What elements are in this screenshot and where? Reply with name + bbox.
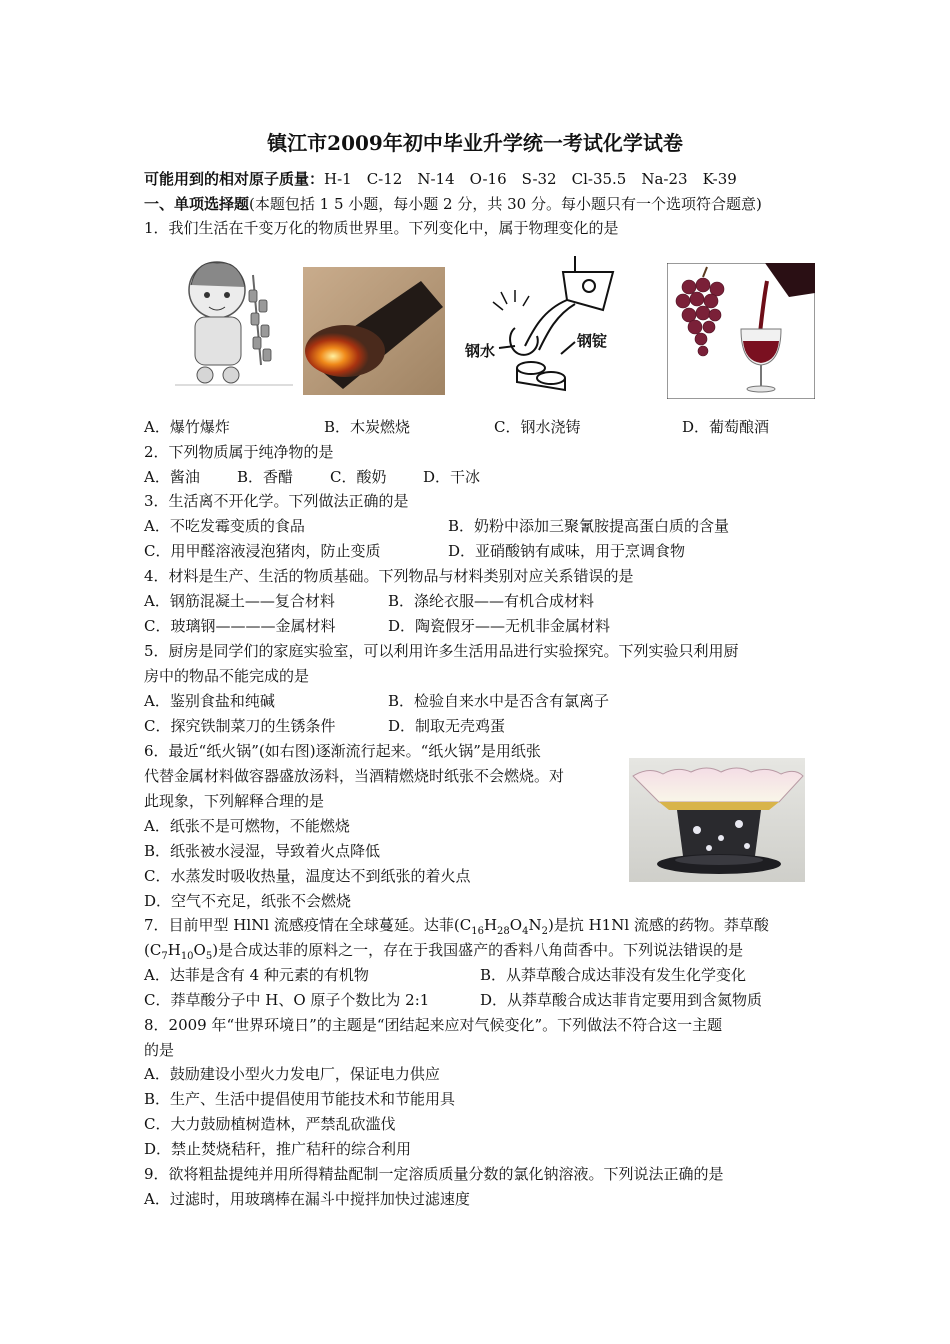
q1-option-d: D．葡萄酿酒 <box>682 418 770 436</box>
q7-text: H <box>483 916 498 934</box>
q6-option-a: A．纸张不是可燃物，不能燃烧 <box>144 817 350 835</box>
q7-text: )是合成达菲的原料之一，存在于我国盛产的香料八角茴香中。下列说法错误的是 <box>212 941 744 959</box>
q4-options-ab <box>144 590 594 612</box>
q1-stem: 1．我们生活在千变万化的物质世界里。下列变化中，属于物理变化的是 <box>144 219 619 237</box>
q7-option-a: A．达菲是含有 4 种元素的有机物 <box>144 966 369 984</box>
q6-option-c: C．水蒸发时吸收热量，温度达不到纸张的着火点 <box>144 867 471 885</box>
q5-options-ab <box>144 690 609 712</box>
q7-text: N <box>528 916 542 934</box>
q8-stem-line2: 的是 <box>144 1041 175 1059</box>
q5-options-cd <box>144 715 505 737</box>
q2-option-c: C．酸奶 <box>330 468 387 486</box>
q7-stem-line1 <box>144 914 769 936</box>
q8-option-a: A．鼓励建设小型火力发电厂，保证电力供应 <box>144 1065 440 1083</box>
q4-options-cd <box>144 615 610 637</box>
q5-stem-line1: 5．厨房是同学们的家庭实验室，可以利用许多生活用品进行实验探究。下列实验只利用厨 <box>144 642 739 660</box>
steel-ingot-label: 钢锭 <box>577 332 608 350</box>
q7-sub: 10 <box>180 951 194 962</box>
firecracker-figure <box>157 255 302 400</box>
q3-option-c: C．用甲醛溶液浸泡猪肉，防止变质 <box>144 542 381 560</box>
q7-text: O <box>509 916 523 934</box>
atomic-mass-line <box>144 168 737 190</box>
q5-option-b: B．检验自来水中是否含有氯离子 <box>388 692 610 710</box>
q5-option-c: C．探究铁制菜刀的生锈条件 <box>144 717 336 735</box>
atomic-mass-label: 可能用到的相对原子质量： <box>144 170 325 188</box>
q7-sub: 16 <box>471 926 484 937</box>
q7-sub: 28 <box>497 926 510 937</box>
section-label: 一、单项选择题 <box>144 195 250 213</box>
q7-text: (C <box>144 941 162 959</box>
q5-option-d: D．制取无壳鸡蛋 <box>388 717 506 735</box>
q6-option-d: D．空气不充足，纸张不会燃烧 <box>144 892 352 910</box>
q7-text: O <box>193 941 206 959</box>
q6-stem-line3: 此现象，下列解释合理的是 <box>144 792 325 810</box>
q6-option-b: B．纸张被水浸湿，导致着火点降低 <box>144 842 381 860</box>
section-heading <box>144 193 762 215</box>
q2-option-d: D．干冰 <box>423 468 481 486</box>
q7-text: )是抗 H1Nl 流感的药物。莽草酸 <box>547 916 769 934</box>
q8-stem-line1: 8．2009 年“世界环境日”的主题是“团结起来应对气候变化”。下列做法不符合这一主题 <box>144 1016 723 1034</box>
q3-options-cd <box>144 540 685 562</box>
q1-option-b: B．木炭燃烧 <box>324 418 411 436</box>
page-title: 镇江市2009年初中毕业升学统一考试化学试卷 <box>267 131 683 155</box>
q6-stem-line2: 代替金属材料做容器盛放汤料，当酒精燃烧时纸张不会燃烧。对 <box>144 767 565 785</box>
q7-sub: 7 <box>161 951 168 962</box>
q2-option-b: B．香醋 <box>237 468 294 486</box>
paper-hotpot-figure <box>629 758 805 882</box>
q7-text: H <box>167 941 181 959</box>
q4-option-a: A．钢筋混凝土——复合材料 <box>144 592 335 610</box>
q2-option-a: A．酱油 <box>144 468 200 486</box>
q2-options <box>144 466 480 488</box>
q7-option-d: D．从莽草酸合成达菲肯定要用到含氮物质 <box>480 991 763 1009</box>
q9-option-a: A．过滤时，用玻璃棒在漏斗中搅拌加快过滤速度 <box>144 1190 470 1208</box>
q8-option-c: C．大力鼓励植树造林，严禁乱砍滥伐 <box>144 1115 396 1133</box>
q7-options-ab <box>144 964 746 986</box>
q1-option-a: A．爆竹爆炸 <box>144 418 230 436</box>
q8-option-b: B．生产、生活中提倡使用节能技术和节能用具 <box>144 1090 456 1108</box>
q3-options-ab <box>144 515 729 537</box>
q1-options <box>144 416 769 438</box>
charcoal-figure <box>303 267 445 395</box>
q7-sub: 5 <box>205 951 213 962</box>
q7-option-b: B．从莽草酸合成达菲没有发生化学变化 <box>480 966 747 984</box>
section-desc: (本题包括 1 5 小题，每小题 2 分，共 30 分。每小题只有一个选项符合题意) <box>249 195 762 213</box>
q8-option-d: D．禁止焚烧秸秆，推广秸秆的综合利用 <box>144 1140 412 1158</box>
atomic-mass-values: H-1 C-12 N-14 O-16 S-32 Cl-35.5 Na-23 K-39 <box>324 170 737 188</box>
q7-option-c: C．莽草酸分子中 H、O 原子个数比为 2:1 <box>144 991 430 1009</box>
q5-option-a: A．鉴别食盐和纯碱 <box>144 692 275 710</box>
q4-option-d: D．陶瓷假牙——无机非金属材料 <box>388 617 611 635</box>
q1-option-c: C．钢水浇铸 <box>494 418 581 436</box>
q7-text: 7．目前甲型 HlNl 流感疫情在全球蔓延。达菲(C <box>144 916 472 934</box>
q3-stem: 3．生活离不开化学。下列做法正确的是 <box>144 492 409 510</box>
q4-stem: 4．材料是生产、生活的物质基础。下列物品与材料类别对应关系错误的是 <box>144 567 634 585</box>
q3-option-d: D．亚硝酸钠有咸味，用于烹调食物 <box>448 542 686 560</box>
q4-option-c: C．玻璃钢————金属材料 <box>144 617 336 635</box>
steel-casting-figure <box>463 250 633 400</box>
q9-stem: 9．欲将粗盐提纯并用所得精盐配制一定溶质质量分数的氯化钠溶液。下列说法正确的是 <box>144 1165 724 1183</box>
q5-stem-line2: 房中的物品不能完成的是 <box>144 667 310 685</box>
q7-sub: 4 <box>522 926 529 937</box>
q3-option-b: B．奶粉中添加三聚氰胺提高蛋白质的含量 <box>448 517 730 535</box>
q7-sub: 2 <box>541 926 548 937</box>
q2-stem: 2．下列物质属于纯净物的是 <box>144 443 334 461</box>
q3-option-a: A．不吃发霉变质的食品 <box>144 517 305 535</box>
grape-wine-figure <box>667 263 815 399</box>
steel-water-label: 钢水 <box>465 342 496 360</box>
q6-stem-line1: 6．最近“纸火锅”(如右图)逐渐流行起来。“纸火锅”是用纸张 <box>144 742 541 760</box>
q7-options-cd <box>144 989 762 1011</box>
q7-stem-line2 <box>144 939 743 961</box>
q4-option-b: B．涤纶衣服——有机合成材料 <box>388 592 595 610</box>
